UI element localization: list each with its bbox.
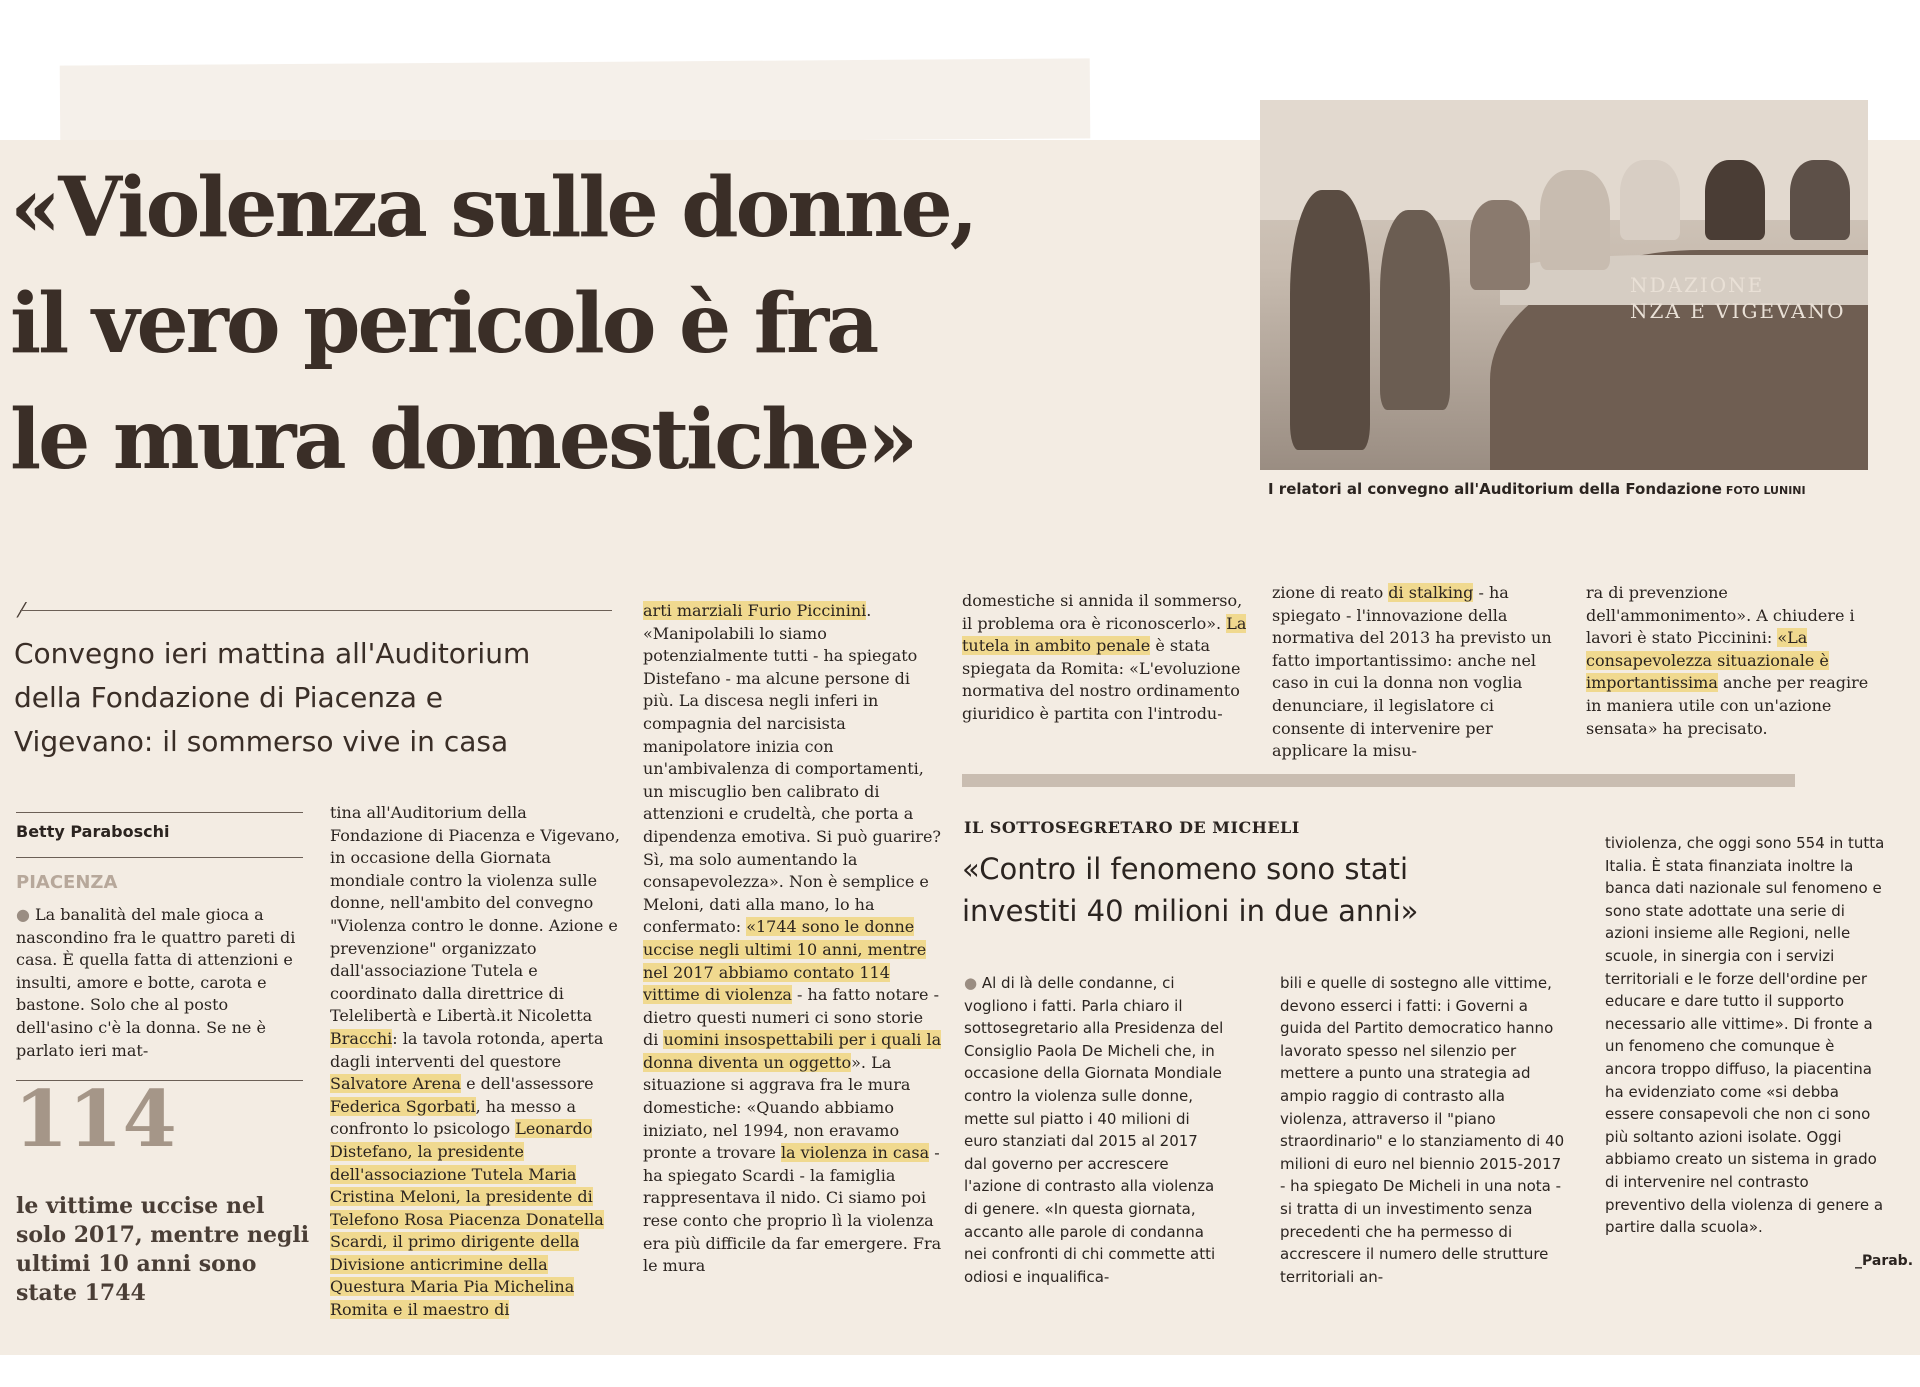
article-text: . «Manipolabili lo siamo potenzialmente tutti - ha spiegato Distefano - ma alcune persone di più. La discesa negli inferi in compagnia del narcisista manipolatore inizia con un'ambivalenza di comportamenti, un miscuglio ben calibrato di attenzioni e crudeltà, che porta a dipendenza emotiva. Si può guarire? Sì, ma solo aumentando la consapevolezza». Non è semplice e Meloni, dati alla mano, lo ha confermato: — [643, 601, 941, 937]
sidebar-text: Al di là delle condanne, ci vogliono i fatti. Parla chiaro il sottosegretario alla Presidenza del Consiglio Paola De Micheli che, in occasione della Giornata Mondiale contro la violenza sulle donne, mette sul piatto i 40 milioni di euro stanziati dal 2015 al 2017 dal governo per accrescere l'azione di contrasto alla violenza di genere. «In questa giornata, accanto alle parole di condanna nei confronti di chi commette atti odiosi e inqualifica- — [964, 974, 1224, 1286]
conference-photo — [1260, 100, 1868, 470]
article-text: anche per reagire in maniera utile con un'azione sensata» ha precisato. — [1586, 673, 1869, 738]
photo-speaker — [1705, 160, 1765, 240]
byline: Betty Paraboschi — [16, 822, 170, 841]
article-text: - ha spiegato Scardi - la famiglia rappresentava il nido. Ci siamo poi rese conto che proprio lì la violenza era più difficile da far emergere. Fra le mura — [643, 1143, 942, 1276]
article-text: zione di reato — [1272, 583, 1389, 602]
article-column-5 — [1272, 582, 1562, 763]
sidebar-text: tiviolenza, che oggi sono 554 in tutta Italia. È stata finanziata inoltre la banca dati nazionale sul fenomeno e sono state adottate una serie di azioni insieme alle Regioni, nelle scuole, in sinergia con i servizi territoriali e le forze dell'ordine per educare e dare tutto il supporto necessario alle vittime». Di fronte a un fenomeno che comunque è ancora troppo diffuso, la piacentina ha evidenziato come «si debba essere consapevoli che non ci sono più soltanto azioni isolate. Oggi abbiamo creato un sistema in grado di intervenire nel contrasto preventivo della violenza di genere a partire dalla scuola». — [1605, 834, 1885, 1237]
highlight-caption: le vittime uccise nel solo 2017, mentre negli ultimi 10 anni sono state 1744 — [16, 1193, 310, 1306]
dateline: PIACENZA — [16, 872, 118, 893]
sidebar-column-1 — [964, 972, 1224, 1288]
highlighted-text: «1744 sono le donne uccise negli ultimi 10 anni, mentre nel 2017 abbiamo contato 114 vittime di violenza — [643, 917, 927, 1005]
article-text: - ha spiegato - l'innovazione della normativa del 2013 ha previsto un fatto importantissimo: anche nel caso in cui la donna non voglia denunciare, il legislatore ci consente di intervenire per applicare la misu- — [1272, 583, 1552, 761]
bullet-icon: ● — [16, 905, 36, 924]
photo-speaker — [1540, 170, 1610, 270]
divider — [20, 610, 612, 611]
divider — [16, 857, 303, 858]
article-text: è stata spiegata da Romita: «L'evoluzione normativa del nostro ordinamento giuridico è partita con l'introdu- — [962, 636, 1241, 723]
photo-speaker — [1290, 190, 1370, 450]
highlighted-text: «La consapevolezza situazionale è importantissima — [1586, 628, 1829, 693]
highlighted-text: Leonardo Distefano, la presidente dell'associazione Tutela Maria Cristina Meloni, la presidente di Telefono Rosa Piacenza Donatella Scardi, il primo dirigente della Divisione anticrimine della Questura Maria Pia Michelina Romita e il maestro di — [330, 1119, 604, 1320]
sidebar-kicker: IL SOTTOSEGRETARO DE MICHELI — [964, 818, 1300, 837]
photo-table-text: NDAZIONE NZA E VIGEVANO — [1630, 273, 1846, 323]
article-text: e dell'assessore — [460, 1074, 594, 1094]
article-text: : la tavola rotonda, aperta dagli interventi del questore — [330, 1028, 604, 1071]
headline: «Violenza sulle donne, il vero pericolo è fra le mura domestiche» — [10, 160, 976, 488]
article-text: - ha fatto notare - dietro questi numeri ci sono storie di — [643, 985, 940, 1050]
article-column-4 — [962, 590, 1252, 726]
section-bar — [962, 774, 1795, 787]
paper-edge — [60, 58, 1091, 145]
highlighted-text: uomini insospettabili per i quali la donna diventa un oggetto — [643, 1030, 942, 1072]
photo-credit: FOTO LUNINI — [1725, 484, 1806, 497]
sidebar-text: bili e quelle di sostegno alle vittime, devono esserci i fatti: i Governi a guida del Partito democratico hanno lavorato spesso nel silenzio per mettere a punto una strategia ad ampio raggio di contrasto alla violenza, attraverso il "piano straordinario" e lo stanziamento di 40 milioni di euro nel biennio 2015-2017 - ha spiegato De Micheli in una nota - si tratta di un investimento senza precedenti che ha permesso di accrescere il numero delle strutture territoriali an- — [1280, 974, 1565, 1286]
caption-text: I relatori al convegno all'Auditorium della Fondazione — [1268, 480, 1722, 498]
article-text: ra di prevenzione dell'ammonimento». A chiudere i lavori è stato Piccinini: — [1586, 583, 1855, 648]
article-text: domestiche si annida il sommerso, il problema ora è riconoscerlo». — [962, 591, 1243, 633]
highlight-number: 114 — [14, 1074, 177, 1165]
article-text: ». La situazione si aggrava fra le mura domestiche: «Quando abbiamo iniziato, nel 1994, non eravamo pronte a trovare — [643, 1052, 911, 1163]
highlighted-text: Salvatore Arena — [330, 1074, 461, 1094]
photo-speaker — [1620, 160, 1680, 240]
photo-speaker — [1380, 210, 1450, 410]
photo-speaker — [1790, 160, 1850, 240]
highlighted-text: Federica Sgorbati — [330, 1096, 476, 1116]
article-column-2 — [330, 802, 620, 1322]
article-column-3 — [643, 600, 943, 1278]
photo-speaker — [1470, 200, 1530, 290]
divider — [16, 812, 303, 813]
highlighted-text: di stalking — [1388, 583, 1474, 602]
highlighted-text: la violenza in casa — [780, 1143, 930, 1163]
sidebar-column-3 — [1605, 832, 1885, 1239]
sidebar-column-2 — [1280, 972, 1570, 1288]
sidebar-title: «Contro il fenomeno sono stati investiti 40 milioni in due anni» — [962, 852, 1419, 928]
highlighted-text: Bracchi — [330, 1028, 393, 1048]
highlighted-text: arti marziali Furio Piccinini — [643, 601, 867, 620]
signoff: _Parab. — [1855, 1253, 1914, 1269]
article-column-6 — [1586, 582, 1886, 740]
photo-caption — [1268, 480, 1806, 498]
article-column-1 — [16, 904, 301, 1062]
highlighted-text: La tutela in ambito penale — [962, 613, 1247, 656]
article-text: tina all'Auditorium della Fondazione di Piacenza e Vigevano, in occasione della Giornata mondiale contro la violenza sulle donne, nell'ambito del convegno "Violenza contro le donne. Azione e prevenzione" organizzato dall'associazione Tutela e coordinato dalla direttrice di Telelibertà e Libertà.it Nicoletta — [330, 803, 620, 1026]
article-text: , ha messo a confronto lo psicologo — [330, 1096, 576, 1139]
subheadline: Convegno ieri mattina all'Auditorium della Fondazione di Piacenza e Vigevano: il sommerso vive in casa — [14, 637, 531, 758]
article-text: La banalità del male gioca a nascondino fra le quattro pareti di casa. È quella fatta di attenzioni e insulti, amore e botte, carota e bastone. Solo che al posto dell'asino c'è la donna. Se ne è parlato ieri mat- — [16, 905, 296, 1060]
bullet-icon: ● — [964, 974, 982, 992]
